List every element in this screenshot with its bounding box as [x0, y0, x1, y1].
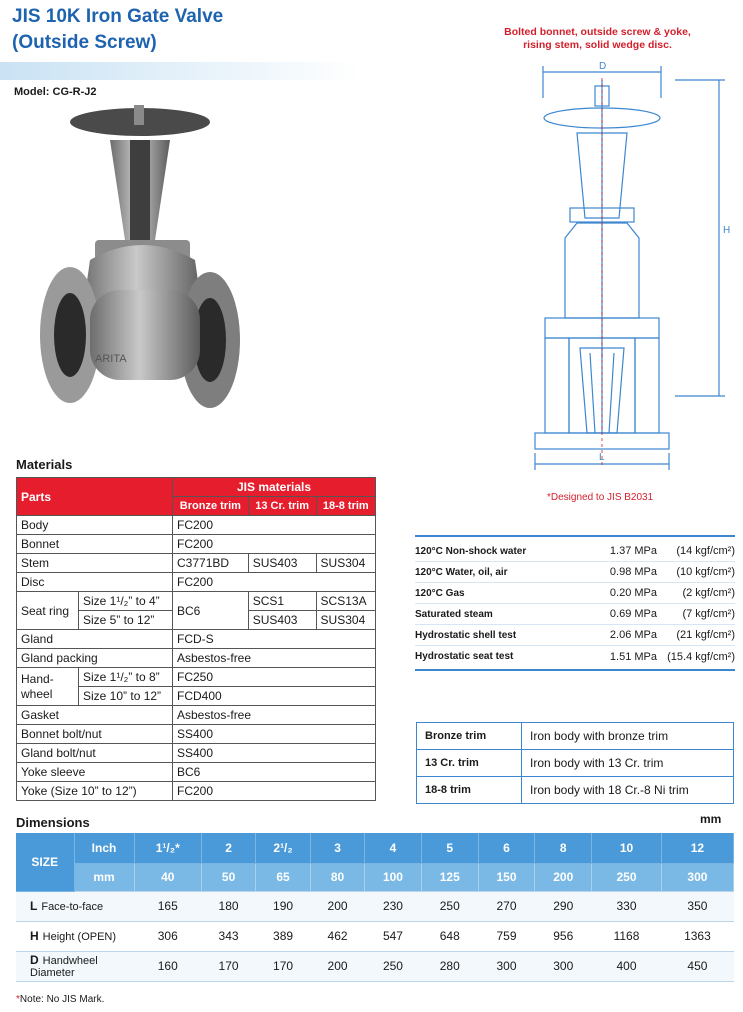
row-disc: Disc FC200 — [17, 573, 376, 592]
dimension-value: 389 — [256, 921, 311, 951]
row-bonnet: Bonnet FC200 — [17, 535, 376, 554]
size-inch-cell: 4 — [365, 833, 422, 863]
size-mm-cell: 50 — [202, 863, 256, 891]
dimension-value: 170 — [256, 951, 311, 981]
size-inch-cell: 10 — [592, 833, 662, 863]
dimension-h-label: H — [723, 225, 731, 236]
footnote-text: Note: No JIS Mark. — [19, 994, 105, 1005]
pressure-ratings — [415, 535, 735, 671]
dimension-value: 450 — [661, 951, 733, 981]
pressure-row: 120°C Non-shock water 1.37 MPa (14 kgf/cm²) — [415, 541, 735, 562]
designed-note: *Designed to JIS B2031 — [547, 492, 654, 503]
dimension-value: 300 — [478, 951, 535, 981]
dimension-d-label: D — [599, 61, 607, 72]
size-inch-cell: 8 — [535, 833, 592, 863]
size-mm-cell: 80 — [311, 863, 365, 891]
dimension-value: 165 — [134, 891, 202, 921]
dimension-value: 290 — [535, 891, 592, 921]
pressure-row: Saturated steam 0.69 MPa (7 kgf/cm²) — [415, 604, 735, 625]
dimension-value: 330 — [592, 891, 662, 921]
trim-row: Bronze trim Iron body with bronze trim — [417, 723, 734, 750]
dimension-row-label — [16, 951, 134, 981]
row-handwheel-1: Hand- wheel Size 1¹/₂” to 8” FC250 — [17, 668, 376, 687]
header-jis-materials: JIS materials — [173, 478, 376, 497]
dimension-value: 170 — [202, 951, 256, 981]
dimension-value: 300 — [535, 951, 592, 981]
materials-table — [16, 477, 376, 801]
size-inch-cell: 1¹/₂* — [134, 833, 202, 863]
mm-row — [16, 863, 734, 891]
trim-row: 13 Cr. trim Iron body with 13 Cr. trim — [417, 750, 734, 777]
row-yoke: Yoke (Size 10” to 12”) FC200 — [17, 782, 376, 801]
mm-label: mm — [74, 863, 134, 891]
col-13cr-trim: 13 Cr. trim — [248, 497, 316, 516]
valve-photo — [30, 100, 260, 420]
dimension-value: 648 — [421, 921, 478, 951]
pressure-row: Hydrostatic shell test 2.06 MPa (21 kgf/cm²) — [415, 625, 735, 646]
col-bronze-trim: Bronze trim — [173, 497, 249, 516]
dimension-value: 280 — [421, 951, 478, 981]
dimension-row-label — [16, 921, 134, 951]
row-stem: Stem C3771BD SUS403 SUS304 — [17, 554, 376, 573]
inch-row — [16, 833, 734, 863]
size-mm-cell: 200 — [535, 863, 592, 891]
dimensions-title: Dimensions — [16, 815, 90, 830]
header-parts: Parts — [17, 478, 173, 516]
unit-label: mm — [700, 812, 722, 826]
dimension-value: 343 — [202, 921, 256, 951]
row-gasket: Gasket Asbestos-free — [17, 706, 376, 725]
row-yoke-sleeve: Yoke sleeve BC6 — [17, 763, 376, 782]
dimension-value: 250 — [365, 951, 422, 981]
title-line-1: JIS 10K Iron Gate Valve — [12, 6, 224, 27]
row-seat-ring-2: Size 5” to 12” SUS403 SUS304 — [17, 611, 376, 630]
dimension-value: 547 — [365, 921, 422, 951]
row-handwheel-2: Size 10” to 12” FCD400 — [17, 687, 376, 706]
row-gland-bolt: Gland bolt/nut SS400 — [17, 744, 376, 763]
size-label: SIZE — [16, 833, 74, 891]
row-body: Body FC200 — [17, 516, 376, 535]
size-inch-cell: 3 — [311, 833, 365, 863]
dimension-letter: H — [30, 929, 39, 943]
dimension-row — [16, 951, 734, 981]
row-gland: Gland FCD-S — [17, 630, 376, 649]
dimension-value: 160 — [134, 951, 202, 981]
dimension-value: 759 — [478, 921, 535, 951]
size-mm-cell: 40 — [134, 863, 202, 891]
footnote — [16, 994, 104, 1005]
pressure-row: 120°C Gas 0.20 MPa (2 kgf/cm²) — [415, 583, 735, 604]
dimension-letter: D — [30, 953, 39, 967]
model-label: Model: CG-R-J2 — [14, 86, 97, 98]
dimension-value: 200 — [311, 891, 365, 921]
row-bonnet-bolt: Bonnet bolt/nut SS400 — [17, 725, 376, 744]
size-mm-cell: 65 — [256, 863, 311, 891]
size-inch-cell: 2¹/₂ — [256, 833, 311, 863]
dimension-value: 200 — [311, 951, 365, 981]
dimension-row — [16, 921, 734, 951]
dimension-label: Handwheel Diameter — [30, 955, 98, 979]
dimension-row-label — [16, 891, 134, 921]
dimension-letter: L — [30, 899, 38, 913]
pressure-row: Hydrostatic seat test 1.51 MPa (15.4 kgf/cm²) — [415, 650, 735, 663]
size-inch-cell: 5 — [421, 833, 478, 863]
drawing-caption-line-1: Bolted bonnet, outside screw & yoke, — [504, 26, 691, 38]
title-line-2: (Outside Screw) — [12, 32, 157, 53]
trim-row: 18-8 trim Iron body with 18 Cr.-8 Ni trim — [417, 777, 734, 804]
dimension-label: Height (OPEN) — [42, 931, 117, 943]
dimension-l-label: L — [599, 452, 605, 463]
materials-title: Materials — [16, 457, 73, 472]
col-18-8-trim: 18-8 trim — [316, 497, 375, 516]
footnote-mark: * — [16, 994, 20, 1005]
dimension-value: 190 — [256, 891, 311, 921]
size-inch-cell: 6 — [478, 833, 535, 863]
row-seat-ring-1: Seat ring Size 1¹/₂” to 4” BC6 SCS1 SCS13A — [17, 592, 376, 611]
dimension-row — [16, 891, 734, 921]
size-inch-cell: 2 — [202, 833, 256, 863]
dimension-value: 180 — [202, 891, 256, 921]
valve-drawing — [525, 58, 735, 478]
size-mm-cell: 250 — [592, 863, 662, 891]
size-inch-cell: 12 — [661, 833, 733, 863]
dimension-value: 1363 — [661, 921, 733, 951]
dimension-value: 250 — [421, 891, 478, 921]
dimension-value: 956 — [535, 921, 592, 951]
dimension-value: 400 — [592, 951, 662, 981]
size-mm-cell: 300 — [661, 863, 733, 891]
drawing-caption-line-2: rising stem, solid wedge disc. — [523, 39, 672, 51]
dimension-value: 306 — [134, 921, 202, 951]
title-band — [0, 62, 360, 80]
row-gland-packing: Gland packing Asbestos-free — [17, 649, 376, 668]
trim-legend-table — [416, 722, 734, 804]
page-title — [12, 4, 312, 56]
drawing-caption — [470, 26, 725, 52]
dimension-value: 270 — [478, 891, 535, 921]
dimensions-table — [16, 833, 734, 982]
pressure-row: 120°C Water, oil, air 0.98 MPa (10 kgf/cm²) — [415, 562, 735, 583]
dimension-value: 1168 — [592, 921, 662, 951]
photo-brand-text: ARITA — [95, 353, 127, 365]
size-mm-cell: 150 — [478, 863, 535, 891]
size-mm-cell: 100 — [365, 863, 422, 891]
dimension-label: Face-to-face — [41, 901, 104, 913]
dimension-value: 462 — [311, 921, 365, 951]
dimension-value: 350 — [661, 891, 733, 921]
inch-label: Inch — [74, 833, 134, 863]
size-mm-cell: 125 — [421, 863, 478, 891]
dimension-value: 230 — [365, 891, 422, 921]
